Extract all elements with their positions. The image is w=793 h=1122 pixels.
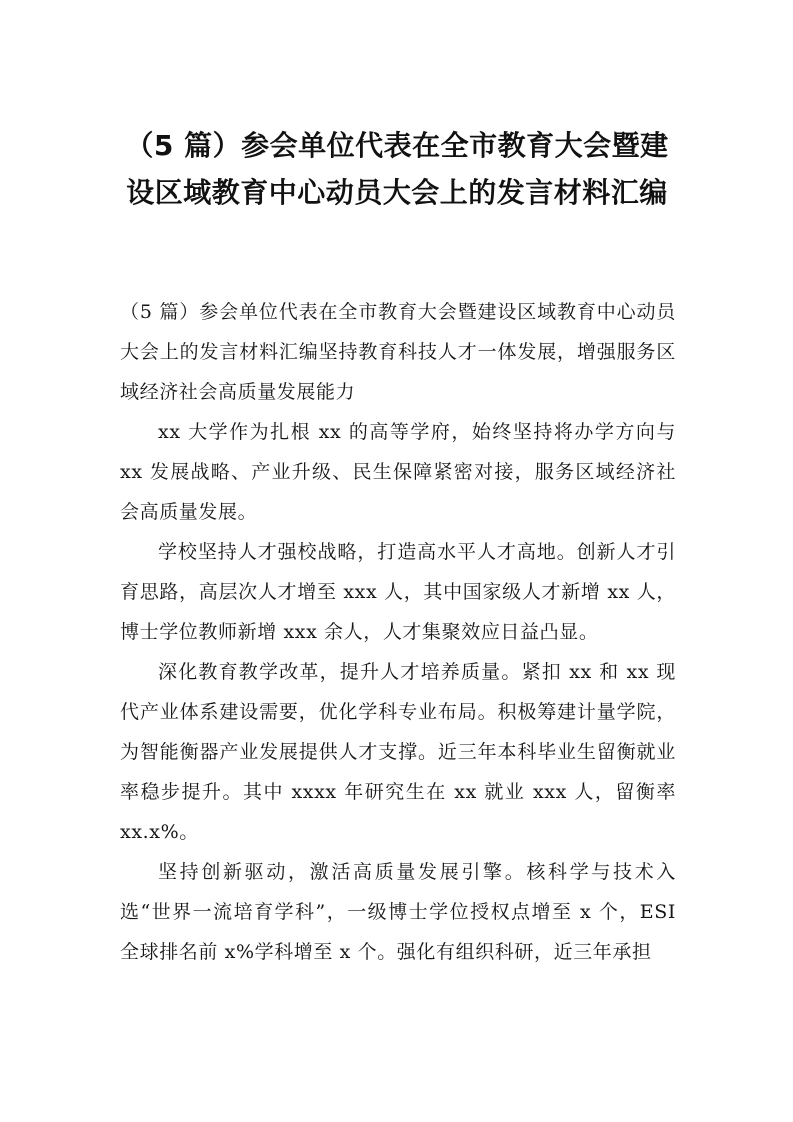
document-body [120, 292, 676, 972]
paragraph-1: xx 大学作为扎根 xx 的高等学府，始终坚持将办学方向与 xx 发展战略、产业升级、民生保障紧密对接，服务区域经济社会高质量发展。 [120, 421, 676, 523]
paragraph-intro: （5 篇）参会单位代表在全市教育大会暨建设区域教育中心动员大会上的发言材料汇编坚持教育科技人才一体发展，增强服务区域经济社会高质量发展能力 [120, 301, 676, 403]
document-title: （5 篇）参会单位代表在全市教育大会暨建设区域教育中心动员大会上的发言材料汇编 [125, 129, 669, 209]
paragraph-4: 坚持创新驱动，激活高质量发展引擎。核科学与技术入选“世界一流培育学科”，一级博士学位授权点增至 x 个，ESI 全球排名前 x%学科增至 x 个。强化有组织科研，近三年承担 [120, 861, 676, 963]
paragraph-2: 学校坚持人才强校战略，打造高水平人才高地。创新人才引育思路，高层次人才增至 xxx 人，其中国家级人才新增 xx 人，博士学位教师新增 xxx 余人，人才集聚效应日益凸显。 [120, 541, 676, 643]
paragraph-3: 深化教育教学改革，提升人才培养质量。紧扣 xx 和 xx 现代产业体系建设需要，优化学科专业布局。积极筹建计量学院，为智能衡器产业发展提供人才支撑。近三年本科毕业生留衡就业率稳步提升。其中 xxxx 年研究生在 xx 就业 xxx 人，留衡率 xx.x%。 [120, 661, 676, 843]
